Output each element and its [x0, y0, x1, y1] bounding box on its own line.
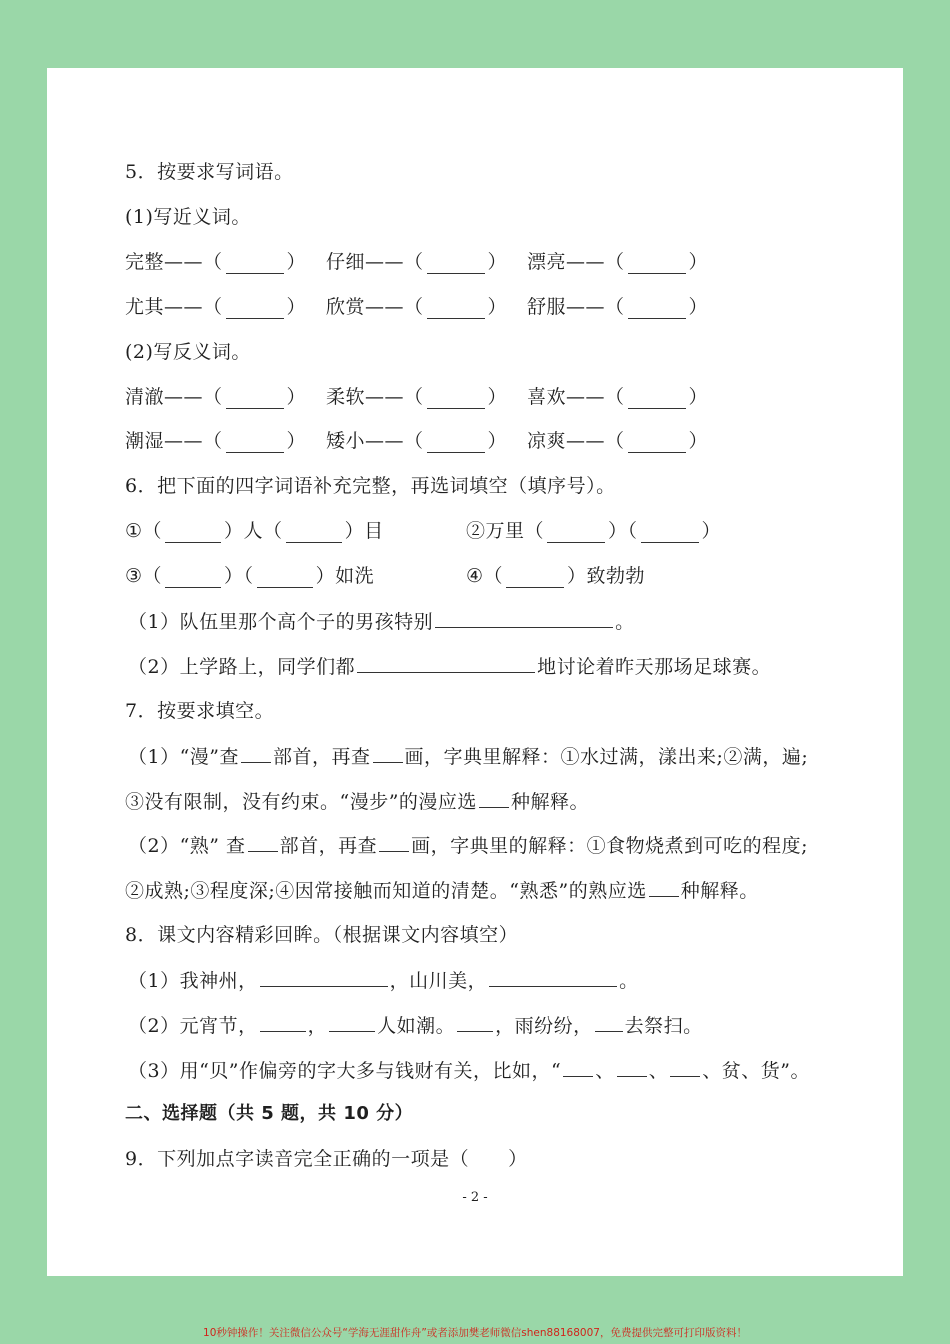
syn-item-4: 尤其——（ ） — [125, 296, 307, 318]
q7-line-4: ②成熟;③程度深;④因常接触而知道的清楚。“熟悉”的熟应选 种解释。 — [125, 874, 759, 906]
idiom-3: ③（ ）（ ）如洗 — [125, 565, 375, 587]
q5-sub1: (1)写近义词。 — [125, 206, 251, 228]
q7-line-1: （1）“漫”查 部首，再查 画，字典里解释：①水过满，漾出来;②满，遍; — [128, 740, 808, 772]
q8-line-2: （2）元宵节， ， 人如潮。 ，雨纷纷， 去祭扫。 — [128, 1009, 703, 1041]
q8-line-1: （1）我神州， ，山川美， 。 — [128, 964, 639, 996]
q5-sub2: (2)写反义词。 — [125, 341, 251, 363]
syn-item-5: 欣赏——（ ） — [326, 296, 508, 318]
ant-item-3: 喜欢——（ ） — [527, 386, 709, 408]
section-2-title: 二、选择题（共 5 题，共 10 分） — [125, 1103, 414, 1124]
idiom-2: ②万里（ ）（ ） — [466, 520, 722, 542]
ant-item-6: 凉爽——（ ） — [527, 430, 709, 452]
syn-item-6: 舒服——（ ） — [527, 296, 709, 318]
ant-item-5: 矮小——（ ） — [326, 430, 508, 452]
q6-sentence-2: （2）上学路上，同学们都 地讨论着昨天那场足球赛。 — [128, 650, 771, 682]
syn-item-1: 完整——（ ） — [125, 251, 307, 273]
q8-title: 8．课文内容精彩回眸。（根据课文内容填空） — [125, 924, 519, 946]
page-number: - 2 - — [462, 1190, 488, 1205]
syn-item-2: 仔细——（ ） — [326, 251, 508, 273]
q7-line-3: （2）“熟” 查 部首，再查 画，字典里的解释：①食物烧煮到可吃的程度; — [128, 829, 808, 861]
q6-sentence-1: （1）队伍里那个高个子的男孩特别 。 — [128, 605, 635, 637]
q6-title: 6．把下面的四字词语补充完整，再选词填空（填序号）。 — [125, 475, 616, 497]
syn-item-3: 漂亮——（ ） — [527, 251, 709, 273]
ant-item-2: 柔软——（ ） — [326, 386, 508, 408]
promo-banner: 10秒钟操作！关注微信公众号“学海无涯甜作舟”或者添加樊老师微信shen88168007，免费提供完整可打印版资料！ — [203, 1327, 747, 1339]
ant-item-1: 清澈——（ ） — [125, 386, 307, 408]
q8-line-3: （3）用“贝”作偏旁的字大多与钱财有关，比如，“ 、 、 、贫、货”。 — [128, 1054, 810, 1086]
idiom-1: ①（ ）人（ ）目 — [125, 520, 384, 542]
q5-title: 5．按要求写词语。 — [125, 161, 294, 183]
q7-title: 7．按要求填空。 — [125, 700, 275, 722]
q7-line-2: ③没有限制，没有约束。“漫步”的漫应选 种解释。 — [125, 785, 589, 817]
idiom-4: ④（ ）致勃勃 — [466, 565, 646, 587]
q9-title: 9．下列加点字读音完全正确的一项是（ ） — [125, 1148, 528, 1170]
ant-item-4: 潮湿——（ ） — [125, 430, 307, 452]
